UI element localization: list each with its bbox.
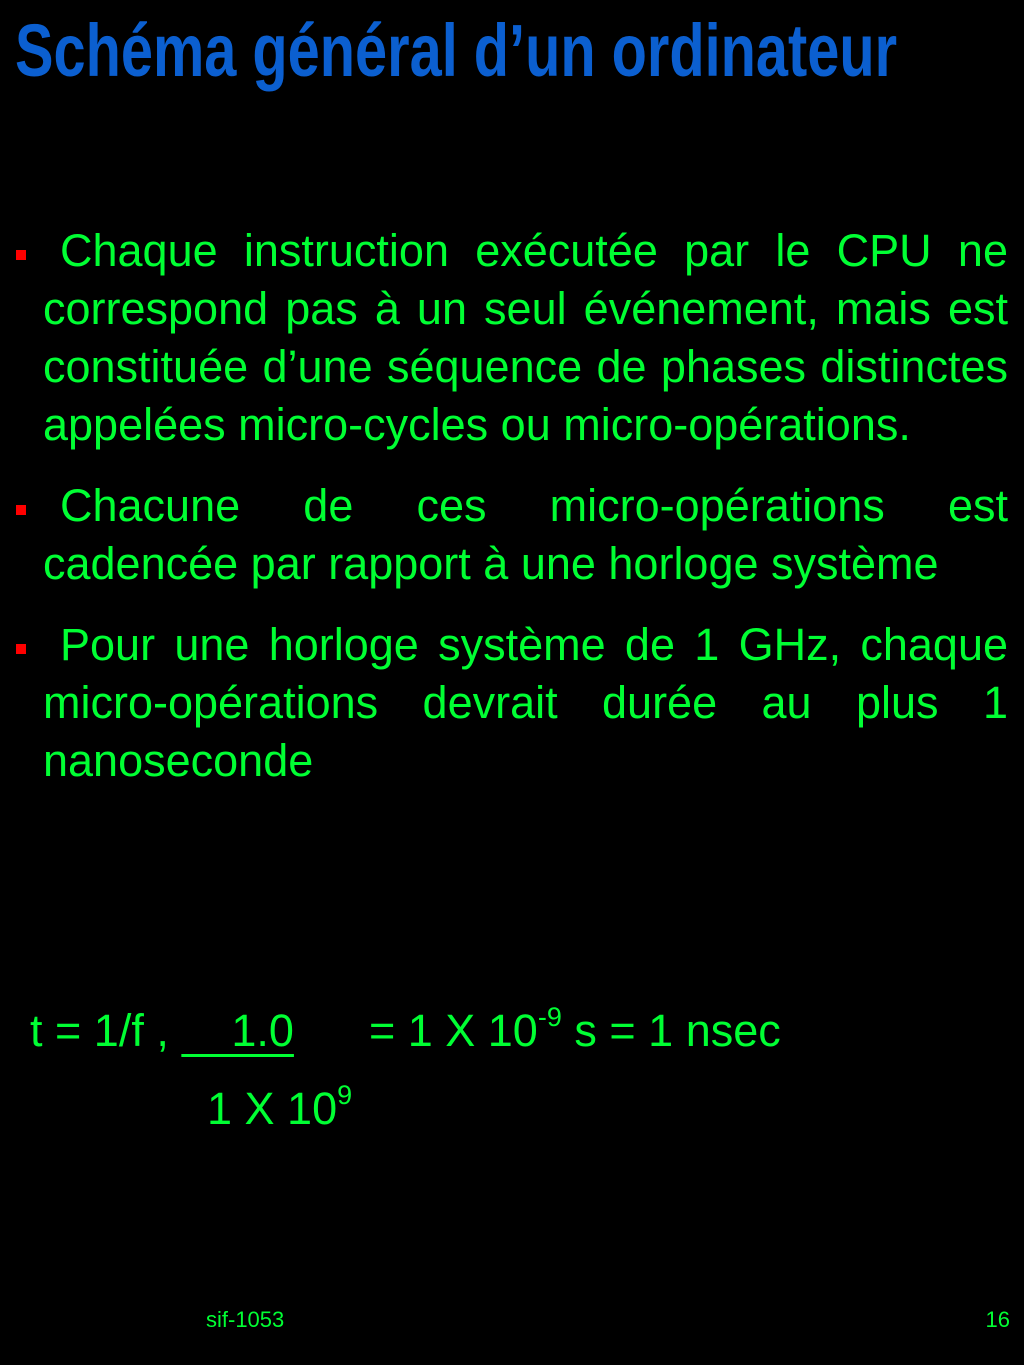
- formula-denominator: [207, 1080, 352, 1138]
- formula-numerator: 1.0: [181, 1005, 294, 1056]
- footer-course-code: sif-1053: [206, 1307, 285, 1332]
- bullet-item: [43, 616, 1008, 790]
- bullet-item: [43, 477, 1008, 593]
- formula-suffix: s = 1 nsec: [574, 1005, 781, 1056]
- bullet-square-icon: [16, 505, 26, 515]
- bullet-text: Chaque instruction exécutée par le CPU ne correspond pas à un seul événement, mais est constituée d’une séquence de phases distinctes appelées micro-cycles ou micro-opérations.: [43, 225, 1008, 450]
- formula-prefix: t = 1/f ,: [30, 1005, 169, 1056]
- formula-line: [30, 1002, 781, 1060]
- bullet-square-icon: [16, 644, 26, 654]
- formula-denominator-base: 1 X 10: [207, 1083, 338, 1134]
- bullet-text: Chacune de ces micro-opérations est cadencée par rapport à une horloge système: [43, 480, 1008, 589]
- slide-title: Schéma général d’un ordinateur: [15, 9, 898, 92]
- bullet-list: [0, 222, 1024, 813]
- formula-equals: = 1 X 10: [368, 1005, 538, 1056]
- formula-exponent: -9: [537, 1002, 562, 1032]
- bullet-text: Pour une horloge système de 1 GHz, chaque micro-opérations devrait durée au plus 1 nanoseconde: [43, 619, 1008, 786]
- footer-page-number: 16: [985, 1307, 1010, 1332]
- bullet-square-icon: [16, 250, 26, 260]
- formula-denominator-exponent: 9: [337, 1080, 353, 1110]
- bullet-item: [43, 222, 1008, 454]
